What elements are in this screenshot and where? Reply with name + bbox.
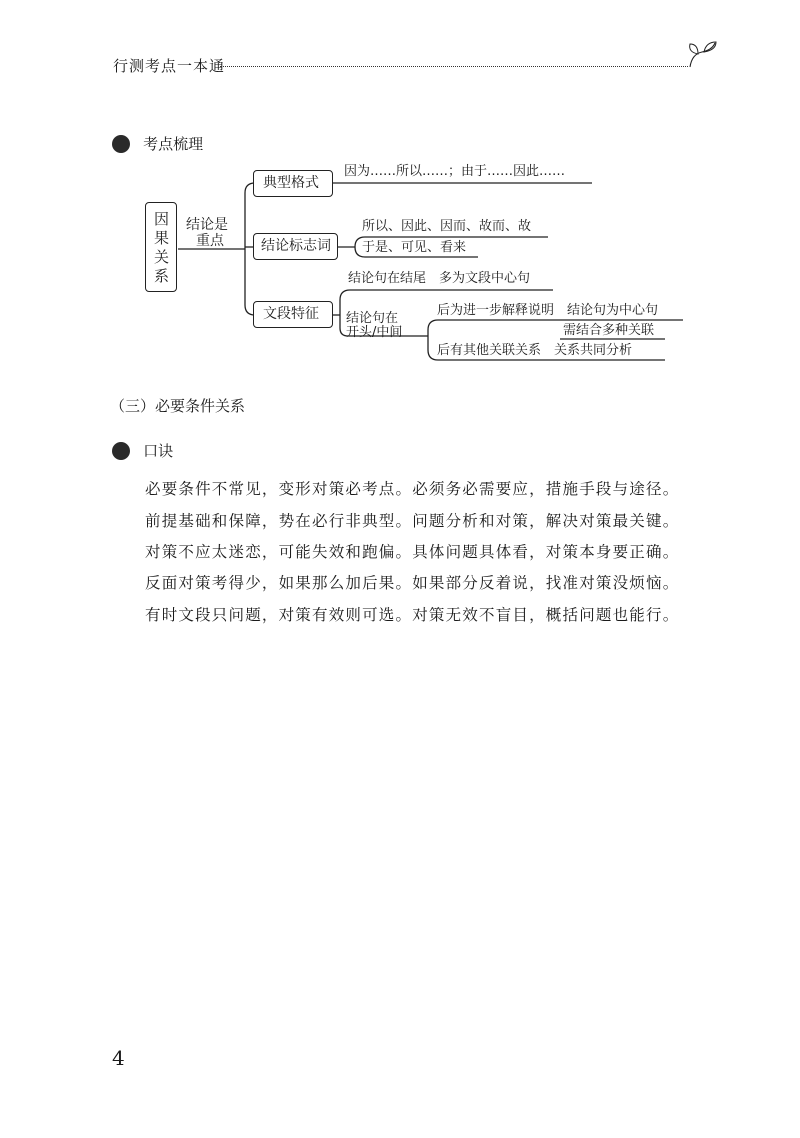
koujue-line-5: 有时文段只问题，对策有效则可选。对策无效不盲目，概括问题也能行。 xyxy=(145,606,680,624)
features-sub-label-line2: 开头/中间 xyxy=(346,325,403,340)
branch-keywords-box xyxy=(253,233,338,260)
branch-passage-features-label: 文段特征 xyxy=(263,306,319,322)
features-sub-a2: 需结合多种关联 xyxy=(563,323,655,338)
root-char-1: 因 xyxy=(154,210,170,228)
page-number: 4 xyxy=(112,1046,125,1070)
root-char-2: 果 xyxy=(154,229,170,247)
root-note-line2: 重点 xyxy=(196,233,224,249)
branch-typical-format-box xyxy=(253,170,333,197)
root-char-3: 关 xyxy=(154,248,170,266)
mindmap-root-box xyxy=(145,202,177,292)
koujue-line-1: 必要条件不常见，变形对策必考点。必须务必需要应，措施手段与途径。 xyxy=(145,480,680,498)
subheading-necessary-condition: （三）必要条件关系 xyxy=(110,397,246,415)
root-note-line1: 结论是 xyxy=(186,217,228,233)
branch-keywords-line1: 所以、因此、因而、故而、故 xyxy=(362,219,532,234)
running-header-title: 行测考点一本通 xyxy=(113,57,226,75)
koujue-line-2: 前提基础和保障，势在必行非典型。问题分析和对策，解决对策最关键。 xyxy=(145,512,680,530)
root-char-4: 系 xyxy=(154,267,170,285)
mindmap-connectors xyxy=(0,0,800,400)
features-sub-a1: 后为进一步解释说明 结论句为中心句 xyxy=(437,303,659,318)
section-koujue-heading xyxy=(112,440,173,461)
features-line1: 结论句在结尾 多为文段中心句 xyxy=(348,271,531,286)
koujue-line-3: 对策不应太迷恋，可能失效和跑偏。具体问题具体看，对策本身要正确。 xyxy=(145,543,680,561)
leaf-badge-icon xyxy=(112,442,130,460)
features-sub-label-line1: 结论句在 xyxy=(346,311,399,326)
branch-passage-features-box xyxy=(253,301,333,328)
koujue-line-4: 反面对策考得少，如果那么加后果。如果部分反着说，找准对策没烦恼。 xyxy=(145,574,680,592)
features-sub-b: 后有其他关联关系 关系共同分析 xyxy=(437,343,633,358)
section-koujue-title: 口诀 xyxy=(143,442,174,460)
branch-keywords-line2: 于是、可见、看来 xyxy=(362,240,467,255)
branch-typical-format-text: 因为……所以……；由于……因此…… xyxy=(344,164,566,179)
section-kaodian-title: 考点梳理 xyxy=(143,135,204,153)
branch-keywords-label: 结论标志词 xyxy=(261,238,331,254)
branch-typical-format-label: 典型格式 xyxy=(263,175,319,191)
